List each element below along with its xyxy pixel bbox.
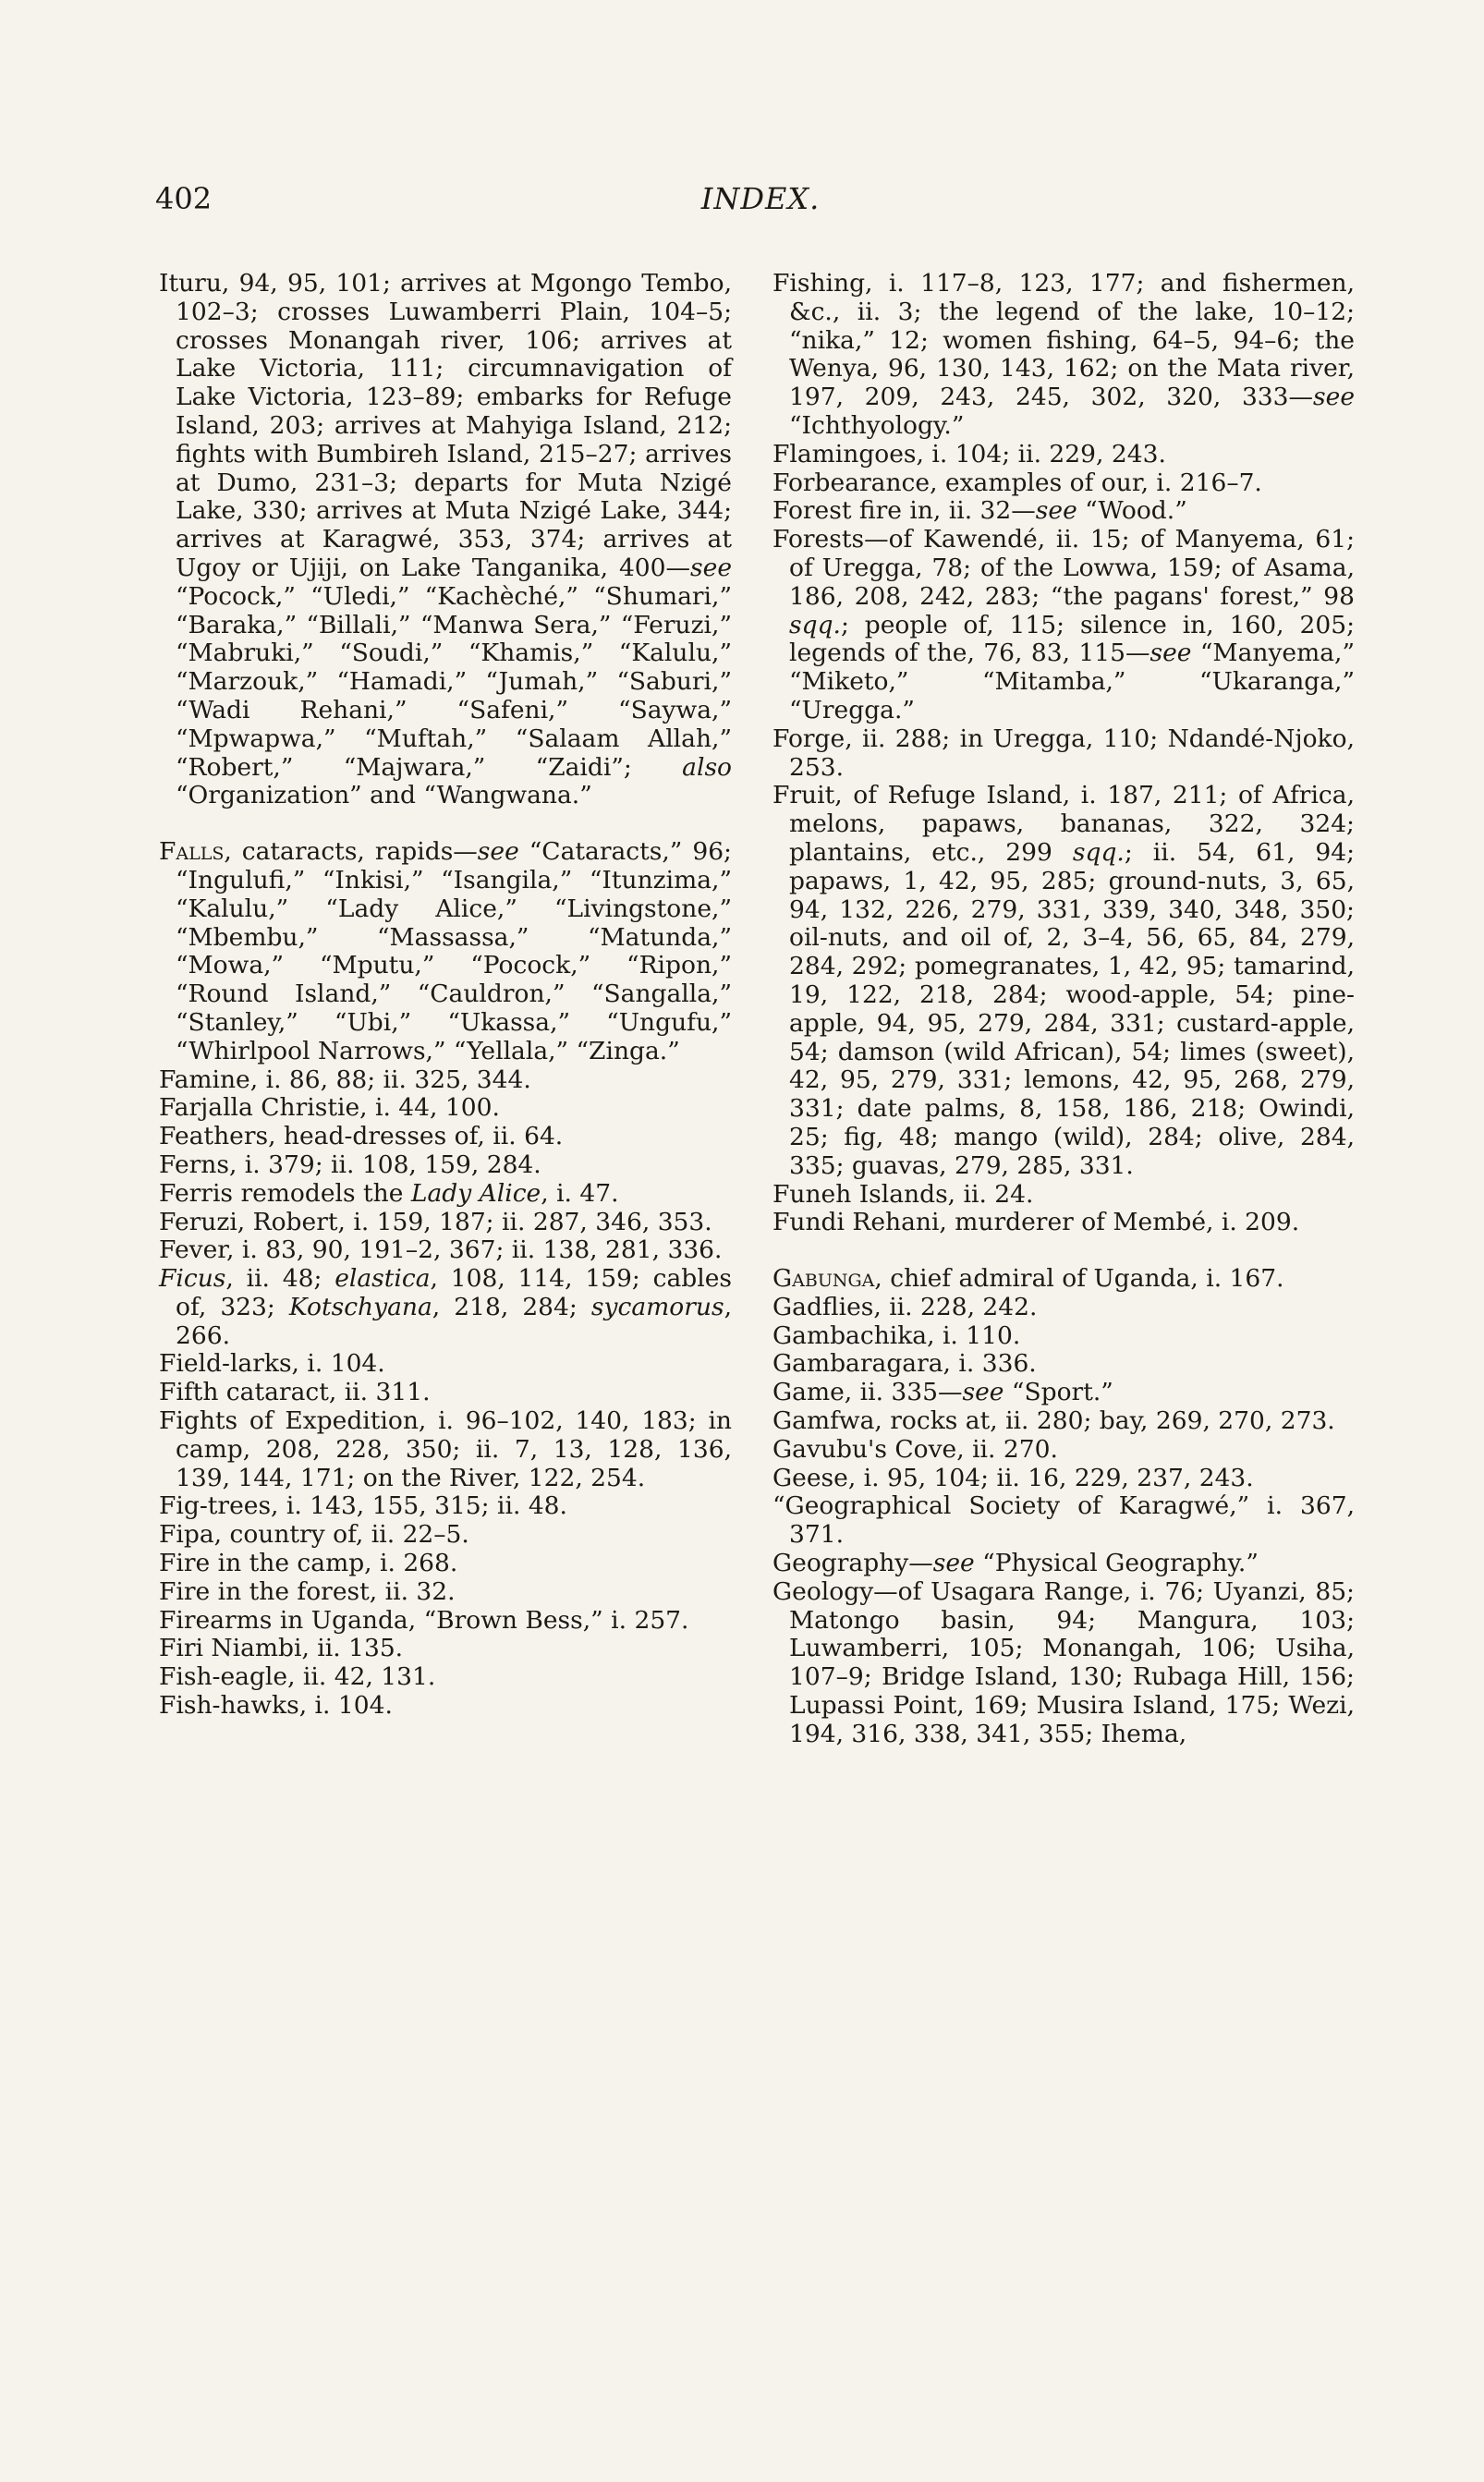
entry-text: “Pocock,” “Uledi,” “Kachèché,” “Shumari,” “Baraka,” “Billali,” “Manwa Sera,” “Feruzi,” “Mabruki,” “Soudi,” “Khamis,” “Kalulu,” “Marzouk,” “Hamadi,” “Jumah,” “Saburi,” “Wadi Rehani,” “Safeni,” “Saywa,” “Mpwapwa,” “Muftah,” “Salaam Allah,” “Robert,” “Majwara,” “Zaidi”;: [176, 581, 732, 782]
entry-text: Gavubu's Cove, ii. 270.: [772, 1434, 1058, 1464]
entry-text: Ituru, 94, 95, 101; arrives at Mgongo Tembo, 102–3; crosses Luwamberri Plain, 104–5; crosses Monangah river, 106; arrives at Lake Victoria, 111; circumnavigation of Lake Victoria, 123–89; embarks for Refuge Island, 203; arrives at Mahyiga Island, 212; fights with Bumbireh Island, 215–27; arrives at Dumo, 231–3; departs for Muta Nzigé Lake, 330; arrives at Muta Nzigé Lake, 344; arrives at Karagwé, 353, 374; arrives at Ugoy or Ujiji, on Lake Tanganika, 400—: [159, 269, 732, 582]
index-entry: [772, 1578, 1355, 1749]
entry-text: see: [1035, 496, 1077, 526]
index-entry: [772, 1492, 1355, 1550]
index-entry: [159, 1607, 732, 1636]
entry-text: Fundi Rehani, murderer of Membé, i. 209.: [772, 1208, 1300, 1237]
index-entry: [159, 1692, 732, 1721]
entry-text: “Organization” and “Wangwana.”: [176, 781, 592, 810]
entry-text: Gabunga: [772, 1264, 875, 1294]
entry-text: Gamfwa, rocks at, ii. 280; bay, 269, 270, 273.: [772, 1406, 1335, 1436]
entry-text: Fruit, of Refuge Island, i. 187, 211; of Africa, melons, papaws, bananas, 322, 324; plantains, etc., 299: [772, 781, 1355, 867]
entry-text: Ferns, i. 379; ii. 108, 159, 284.: [159, 1150, 541, 1179]
index-entry: [159, 270, 732, 810]
entry-text: Feathers, head-dresses of, ii. 64.: [159, 1122, 564, 1151]
entry-text: Fig-trees, i. 143, 155, 315; ii. 48.: [159, 1491, 567, 1521]
entry-text: , chief admiral of Uganda, i. 167.: [874, 1264, 1284, 1294]
entry-text: Farjalla Christie, i. 44, 100.: [159, 1093, 500, 1123]
entry-text: Fipa, country of, ii. 22–5.: [159, 1520, 469, 1550]
entry-text: Fire in the forest, ii. 32.: [159, 1576, 456, 1606]
entry-text: also: [682, 752, 732, 782]
index-entry: [159, 1578, 732, 1607]
entry-text: ; people of, 115; silence in, 160, 205; legends of the, 76, 83, 115—: [789, 610, 1355, 668]
entry-text: “Geographical Society of Karagwé,” i. 367, 371.: [772, 1491, 1355, 1550]
entry-text: Gambachika, i. 110.: [772, 1320, 1021, 1350]
entry-text: , 108, 114, 159; cables of, 323;: [176, 1264, 733, 1321]
entry-text: Geese, i. 95, 104; ii. 16, 229, 237, 243.: [772, 1463, 1254, 1492]
entry-text: , i. 47.: [541, 1178, 619, 1208]
index-entry: [159, 838, 732, 1065]
index-entry: [772, 782, 1355, 1180]
entry-text: “Physical Geography.”: [974, 1549, 1259, 1578]
entry-text: Geography—: [772, 1549, 933, 1578]
index-entry: [772, 1181, 1355, 1210]
index-entry: [159, 1663, 732, 1692]
entry-text: “Ichthyology.”: [789, 410, 965, 440]
index-entry: [772, 1407, 1355, 1436]
entry-text: Game, ii. 335—: [772, 1378, 963, 1407]
entry-text: Funeh Islands, ii. 24.: [772, 1179, 1034, 1209]
index-entry: [772, 441, 1355, 469]
entry-text: sqq.: [1072, 837, 1125, 867]
index-entry: [159, 1635, 732, 1663]
index-entry: [159, 1236, 732, 1265]
entry-text: Firearms in Uganda, “Brown Bess,” i. 257.: [159, 1605, 689, 1635]
entry-text: Fights of Expedition, i. 96–102, 140, 183; in camp, 208, 228, 350; ii. 7, 13, 128, 136, 139, 144, 171; on the River, 122, 254.: [159, 1406, 732, 1492]
index-entry: [772, 1465, 1355, 1493]
entry-text: Geology—of Usagara Range, i. 76; Uyanzi, 85; Matongo basin, 94; Mangura, 103; Luwamberri, 105; Monangah, 106; Usiha, 107–9; Bridge Island, 130; Rubaga Hill, 156; Lupassi Point, 169; Musira Island, 175; Wezi, 194, 316, 338, 341, 355; Ihema,: [772, 1576, 1355, 1748]
index-column-right: [772, 270, 1355, 1749]
entry-text: see: [690, 553, 732, 582]
entry-text: Forge, ii. 288; in Uregga, 110; Ndandé-Njoko, 253.: [772, 724, 1355, 782]
index-entry: [159, 1521, 732, 1550]
index-entry: [772, 1265, 1355, 1294]
entry-text: see: [1313, 383, 1355, 412]
entry-text: elastica: [335, 1264, 431, 1294]
entry-text: Fifth cataract, ii. 311.: [159, 1378, 431, 1407]
index-entry: [159, 1350, 732, 1379]
page-number: 402: [155, 181, 213, 216]
entry-text: , cataracts, rapids—: [224, 837, 478, 867]
entry-text: see: [1149, 639, 1192, 668]
entry-text: Forests—of Kawendé, ii. 15; of Manyema, 61; of Uregga, 78; of the Lowwa, 159; of Asama, 186, 208, 242, 283; “the pagans' forest,” 98: [772, 525, 1355, 611]
entry-text: Gambaragara, i. 336.: [772, 1349, 1037, 1379]
index-entry: [772, 1436, 1355, 1465]
entry-text: , ii. 48;: [225, 1264, 335, 1294]
entry-text: Flamingoes, i. 104; ii. 229, 243.: [772, 439, 1166, 468]
index-entry: [772, 1350, 1355, 1379]
entry-text: Ficus: [159, 1264, 226, 1294]
entry-text: see: [932, 1549, 975, 1578]
index-entry: [159, 1265, 732, 1350]
page-header: [155, 181, 1366, 218]
entry-text: Falls: [159, 837, 225, 867]
entry-text: Firi Niambi, ii. 135.: [159, 1634, 404, 1663]
index-entry: [772, 469, 1355, 498]
entry-text: Field-larks, i. 104.: [159, 1349, 385, 1379]
entry-text: “Cataracts,” 96; “Ingulufi,” “Inkisi,” “Isangila,” “Itunzima,” “Kalulu,” “Lady Alice,” “Livingstone,” “Mbembu,” “Massassa,” “Matunda,” “Mowa,” “Mputu,” “Pocock,” “Ripon,” “Round Island,” “Cauldron,” “Sangalla,” “Stanley,” “Ubi,” “Ukassa,” “Ungufu,” “Whirlpool Narrows,” “Yellala,” “Zinga.”: [176, 837, 732, 1065]
entry-text: Fish-eagle, ii. 42, 131.: [159, 1662, 436, 1692]
entry-text: Fire in the camp, i. 268.: [159, 1549, 458, 1578]
index-entry: [772, 725, 1355, 783]
index-entry: [772, 497, 1355, 526]
entry-text: , 266.: [176, 1292, 732, 1350]
index-entry: [772, 1379, 1355, 1407]
index-entry: [159, 1123, 732, 1151]
index-entry: [159, 1094, 732, 1123]
entry-text: Fish-hawks, i. 104.: [159, 1691, 393, 1721]
entry-text: ; ii. 54, 61, 94; papaws, 1, 42, 95, 285; ground-nuts, 3, 65, 94, 132, 226, 279, 331, 339, 340, 348, 350; oil-nuts, and oil of, 2, 3–4, 56, 65, 84, 279, 284, 292; pomegranates, 1, 42, 95; tamarind, 19, 122, 218, 284; wood-apple, 54; pine-apple, 94, 95, 279, 284, 331; custard-apple, 54; damson (wild African), 54; limes (sweet), 42, 95, 279, 331; lemons, 42, 95, 268, 279, 331; date palms, 8, 158, 186, 218; Owindi, 25; fig, 48; mango (wild), 284; olive, 284, 335; guavas, 279, 285, 331.: [789, 837, 1355, 1180]
entry-text: Famine, i. 86, 88; ii. 325, 344.: [159, 1065, 531, 1094]
entry-text: Kotschyana: [288, 1292, 432, 1321]
index-entry: [772, 1294, 1355, 1322]
entry-text: , 218, 284;: [432, 1292, 591, 1321]
entry-text: Ferris remodels the: [159, 1178, 411, 1208]
entry-text: Lady Alice: [410, 1178, 541, 1208]
entry-text: Forbearance, examples of our, i. 216–7.: [772, 468, 1262, 497]
index-entry: [159, 1151, 732, 1180]
index-entry: [159, 1407, 732, 1492]
index-entry: [772, 526, 1355, 725]
entry-text: see: [962, 1378, 1004, 1407]
entry-text: “Wood.”: [1077, 496, 1187, 526]
index-entry: [159, 1209, 732, 1237]
entry-text: “Manyema,” “Miketo,” “Mitamba,” “Ukaranga,” “Uregga.”: [789, 639, 1355, 724]
index-entry: [772, 270, 1355, 441]
entry-text: Fishing, i. 117–8, 123, 177; and fishermen, &c., ii. 3; the legend of the lake, 10–12; “nika,” 12; women fishing, 64–5, 94–6; the Wenya, 96, 130, 143, 162; on the Mata river, 197, 209, 243, 245, 302, 320, 333—: [772, 269, 1355, 412]
index-entry: [159, 1492, 732, 1521]
page-title: INDEX.: [700, 181, 821, 216]
index-column-left: [159, 270, 732, 1721]
entry-text: sqq.: [789, 610, 841, 639]
index-entry: [159, 1550, 732, 1578]
index-entry: [772, 1322, 1355, 1351]
entry-text: Forest fire in, ii. 32—: [772, 496, 1036, 526]
entry-text: “Sport.”: [1004, 1378, 1113, 1407]
entry-text: Fever, i. 83, 90, 191–2, 367; ii. 138, 281, 336.: [159, 1235, 723, 1265]
index-entry: [159, 1066, 732, 1095]
index-entry: [772, 1550, 1355, 1578]
entry-text: sycamorus: [590, 1292, 724, 1321]
index-entry: [159, 1379, 732, 1407]
entry-text: see: [477, 837, 519, 867]
entry-text: Feruzi, Robert, i. 159, 187; ii. 287, 346, 353.: [159, 1207, 712, 1236]
entry-text: Gadflies, ii. 228, 242.: [772, 1292, 1038, 1321]
index-entry: [772, 1209, 1355, 1237]
index-entry: [159, 1180, 732, 1209]
